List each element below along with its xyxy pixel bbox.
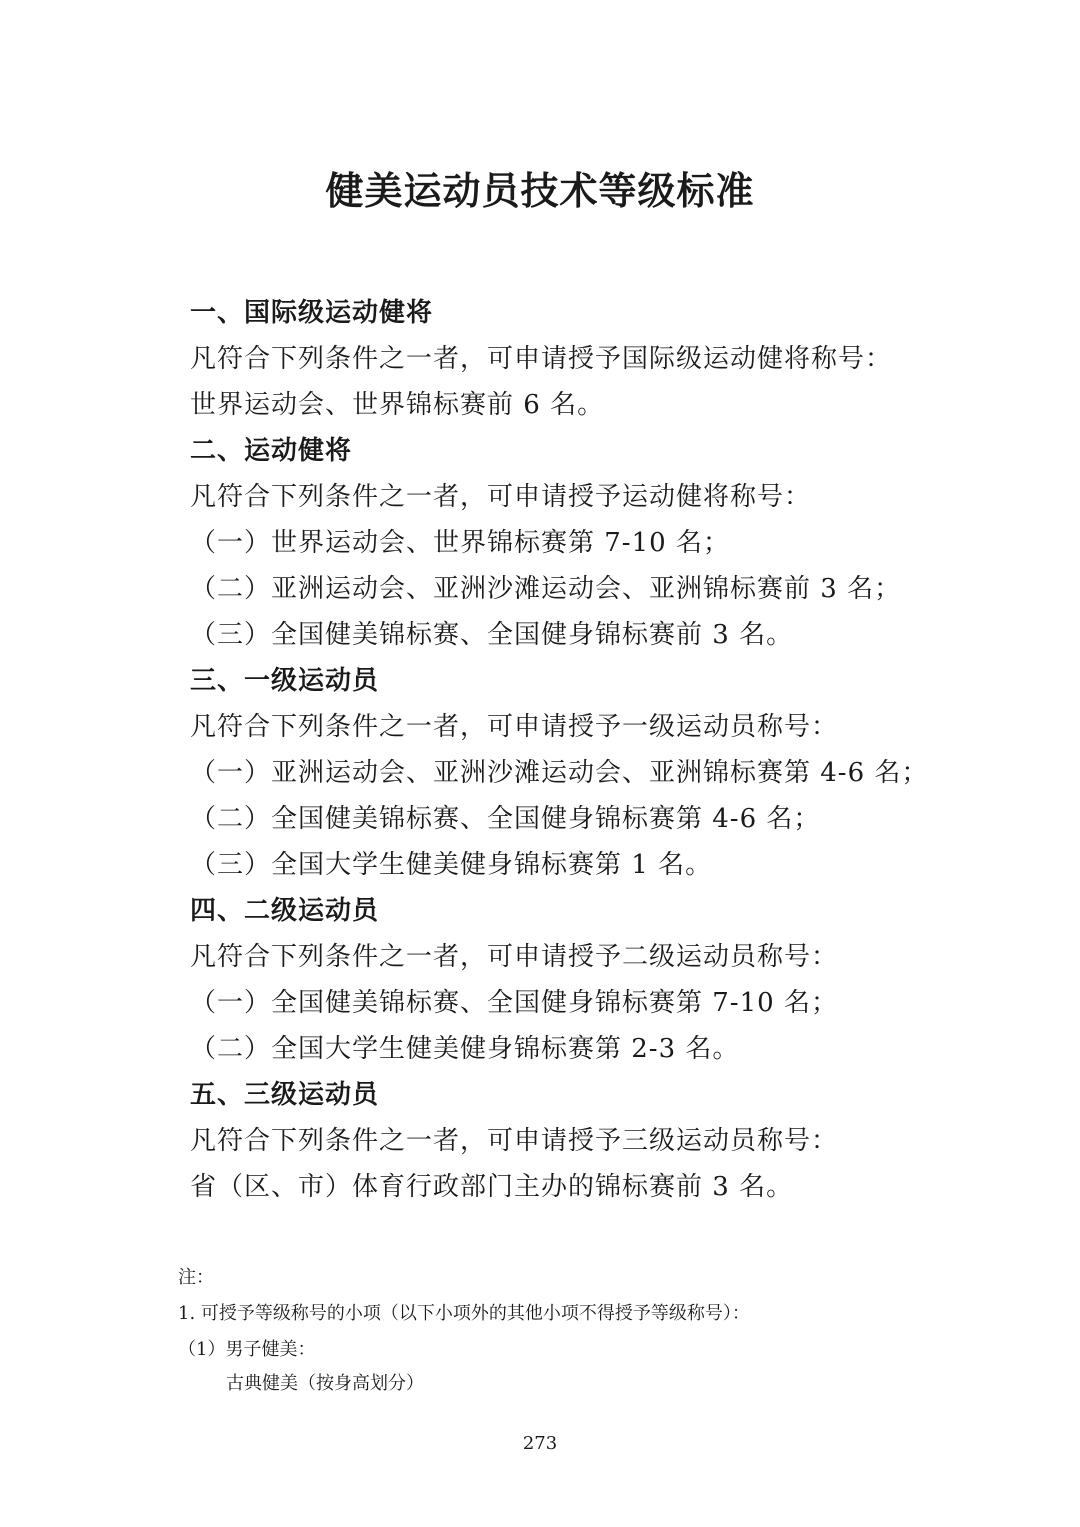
section-item: （一）全国健美锦标赛、全国健身锦标赛第 7-10 名； (190, 988, 838, 1018)
notes-line: 1. 可授予等级称号的小项（以下小项外的其他小项不得授予等级称号）： (178, 1303, 750, 1324)
section-intro: 凡符合下列条件之一者，可申请授予国际级运动健将称号： (190, 344, 893, 374)
section-item: （二）全国大学生健美健身锦标赛第 2-3 名。 (190, 1034, 740, 1064)
section-heading: 五、三级运动员 (190, 1080, 380, 1110)
section-intro: 凡符合下列条件之一者，可申请授予一级运动员称号： (190, 712, 839, 742)
notes-label: 注： (178, 1267, 214, 1288)
section-item: （二）亚洲运动会、亚洲沙滩运动会、亚洲锦标赛前 3 名； (190, 574, 902, 604)
section-heading: 二、运动健将 (190, 436, 353, 466)
section-intro: 凡符合下列条件之一者，可申请授予运动健将称号： (190, 482, 812, 512)
section-intro: 凡符合下列条件之一者，可申请授予二级运动员称号： (190, 942, 839, 972)
section-heading: 四、二级运动员 (190, 896, 380, 926)
section-item: （三）全国健美锦标赛、全国健身锦标赛前 3 名。 (190, 620, 794, 650)
section-item: （一）世界运动会、世界锦标赛第 7-10 名； (190, 528, 730, 558)
section-heading: 三、一级运动员 (190, 666, 380, 696)
notes-line: （1）男子健美： (178, 1339, 316, 1360)
page-number: 273 (522, 1433, 558, 1454)
section-item: （三）全国大学生健美健身锦标赛第 1 名。 (190, 850, 713, 880)
section-item: （一）亚洲运动会、亚洲沙滩运动会、亚洲锦标赛第 4-6 名； (190, 758, 929, 788)
notes-line: 古典健美（按身高划分） (226, 1373, 424, 1394)
section-item: （二）全国健美锦标赛、全国健身锦标赛第 4-6 名； (190, 804, 821, 834)
section-heading: 一、国际级运动健将 (190, 298, 434, 328)
page-title: 健美运动员技术等级标准 (325, 168, 755, 213)
section-item: 世界运动会、世界锦标赛前 6 名。 (190, 390, 605, 420)
section-item: 省（区、市）体育行政部门主办的锦标赛前 3 名。 (190, 1172, 794, 1202)
section-intro: 凡符合下列条件之一者，可申请授予三级运动员称号： (190, 1126, 839, 1156)
